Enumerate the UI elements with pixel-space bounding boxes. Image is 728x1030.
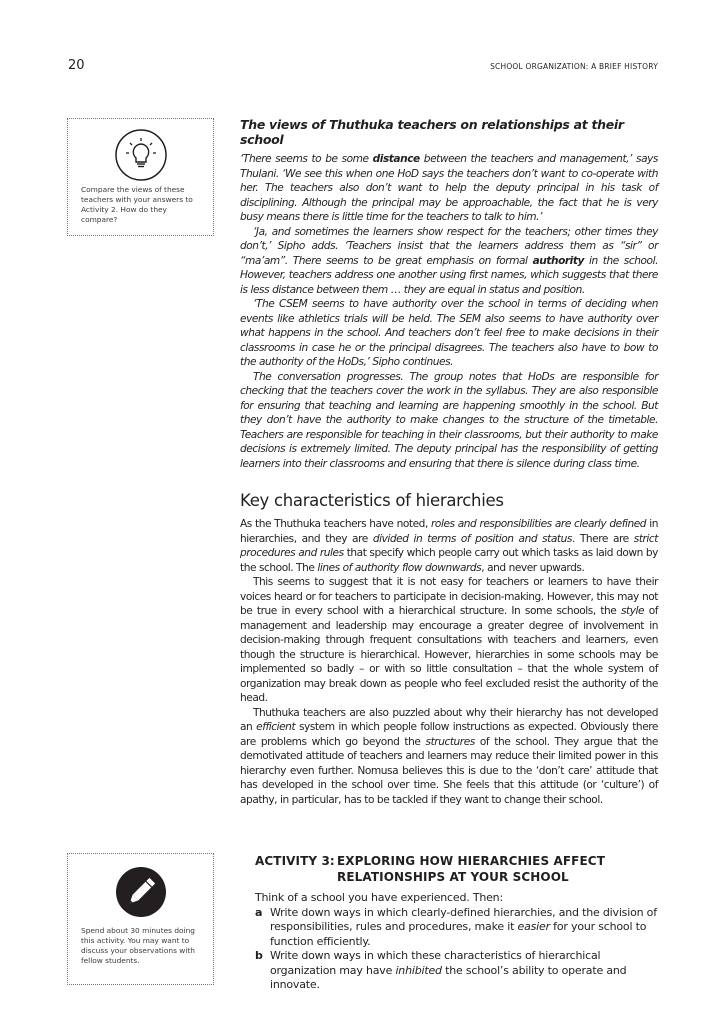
sidebar-activity-note: Spend about 30 minutes doing this activity. You may want to discuss your observations with fellow students. — [81, 926, 195, 965]
key-characteristics-section — [240, 491, 658, 807]
activity-item-b: b Write down ways in which these characteristics of hierarchical organization may have inhibited the school’s ability to operate and innovate. — [255, 949, 627, 991]
body-paragraph-3: Thuthuka teachers are also puzzled about why their hierarchy has not developed an efficient system in which people follow instructions as expected. Obviously there are problems which go beyond the structures of the school. They argue that the demotivated attitude of teachers and learners may reduce their limited power in this hierarchy even further. Nomusa believes this is due to the ‘don’t care’ attitude that has developed in the school over time. She feels that this attitude (or ‘culture’) of apathy, in particular, has to be tackled if they want to change their school. — [240, 706, 658, 806]
activity-block — [255, 853, 660, 993]
running-head: SCHOOL ORGANIZATION: A BRIEF HISTORY — [490, 62, 658, 71]
sidebar-compare-note: Compare the views of these teachers with your answers to Activity 2. How do they compare? — [81, 185, 193, 224]
sidebar-activity-box — [67, 853, 214, 985]
activity-label: ACTIVITY 3: — [255, 854, 335, 868]
case-study-paragraph-1: ‘There seems to be some distance between the teachers and management,’ says Thulani. ‘We see this when one HoD says the teachers don’t want to co-operate with her. The teachers also don’t want to help the deputy principal in his task of disciplining. Although the principal may be approachable, the fact that he is very busy means there is little time for the teachers to talk to him.’ — [240, 153, 659, 223]
activity-item-a: a Write down ways in which clearly-defined hierarchies, and the division of responsibilities, rules and procedures, make it easier for your school to function efficiently. — [255, 905, 657, 948]
body-paragraph-1: As the Thuthuka teachers have noted, roles and responsibilities are clearly defined in hierarchies, and they are divided in terms of position and status. There are strict procedures and rules that specify which people carry out which tasks as laid down by the school. The lines of authority flow downwards, and never upwards. — [240, 518, 658, 574]
section-heading: Key characteristics of hierarchies — [240, 491, 504, 510]
lightbulb-icon — [115, 129, 167, 181]
case-study — [240, 117, 658, 471]
sidebar-compare-box — [67, 118, 214, 236]
pencil-icon — [115, 866, 167, 918]
case-study-paragraph-4: The conversation progresses. The group notes that HoDs are responsible for checking that the teachers cover the work in the syllabus. They are also responsible for ensuring that teaching and learning are happening smoothly in the school. But they don’t have the authority to make changes to the structure of the timetable. Teachers are responsible for teaching in their classrooms, but their authority to make decisions is extremely limited. The deputy principal has the responsibility of getting learners into their classrooms and ensuring that there is silence during class time. — [240, 370, 658, 470]
activity-title: EXPLORING HOW HIERARCHIES AFFECT RELATIONSHIPS AT YOUR SCHOOL — [337, 854, 605, 884]
body-paragraph-2: This seems to suggest that it is not easy for teachers or learners to have their voices heard or for teachers to participate in decision-making. However, this may not be true in every school with a hierarchical structure. In some schools, the style of management and leadership may encourage a greater degree of involvement in decision-making through frequent consultations with teachers and learners, even though the structure is hierarchical. However, hierarchies in some schools may be implemented so badly – or with so little consultation – that the whole system of organization may break down as people who feel excluded resist the authority of the head. — [240, 576, 659, 704]
page-number: 20 — [68, 58, 85, 73]
case-study-title: The views of Thuthuka teachers on relationships at their school — [240, 117, 624, 147]
activity-heading — [255, 853, 660, 885]
case-study-paragraph-3: ‘The CSEM seems to have authority over the school in terms of deciding when events like athletics trials will be held. The SEM also seems to have authority over what happens in the school. And teachers don’t feel free to make decisions in their classrooms in case he or the principal disagrees. The teachers also have to bow to the authority of the HoDs,’ Sipho continues. — [240, 298, 658, 368]
case-study-paragraph-2: ‘Ja, and sometimes the learners show respect for the teachers; other times they don’t,’ Sipho adds. ‘Teachers insist that the learners address them as “sir” or “ma’am”. There seems to be great emphasis on formal authority in the school. However, teachers address one another using first names, which suggests that there is less distance between them … they are equal in status and position. — [240, 225, 658, 296]
activity-intro: Think of a school you have experienced. Then: — [255, 891, 503, 904]
